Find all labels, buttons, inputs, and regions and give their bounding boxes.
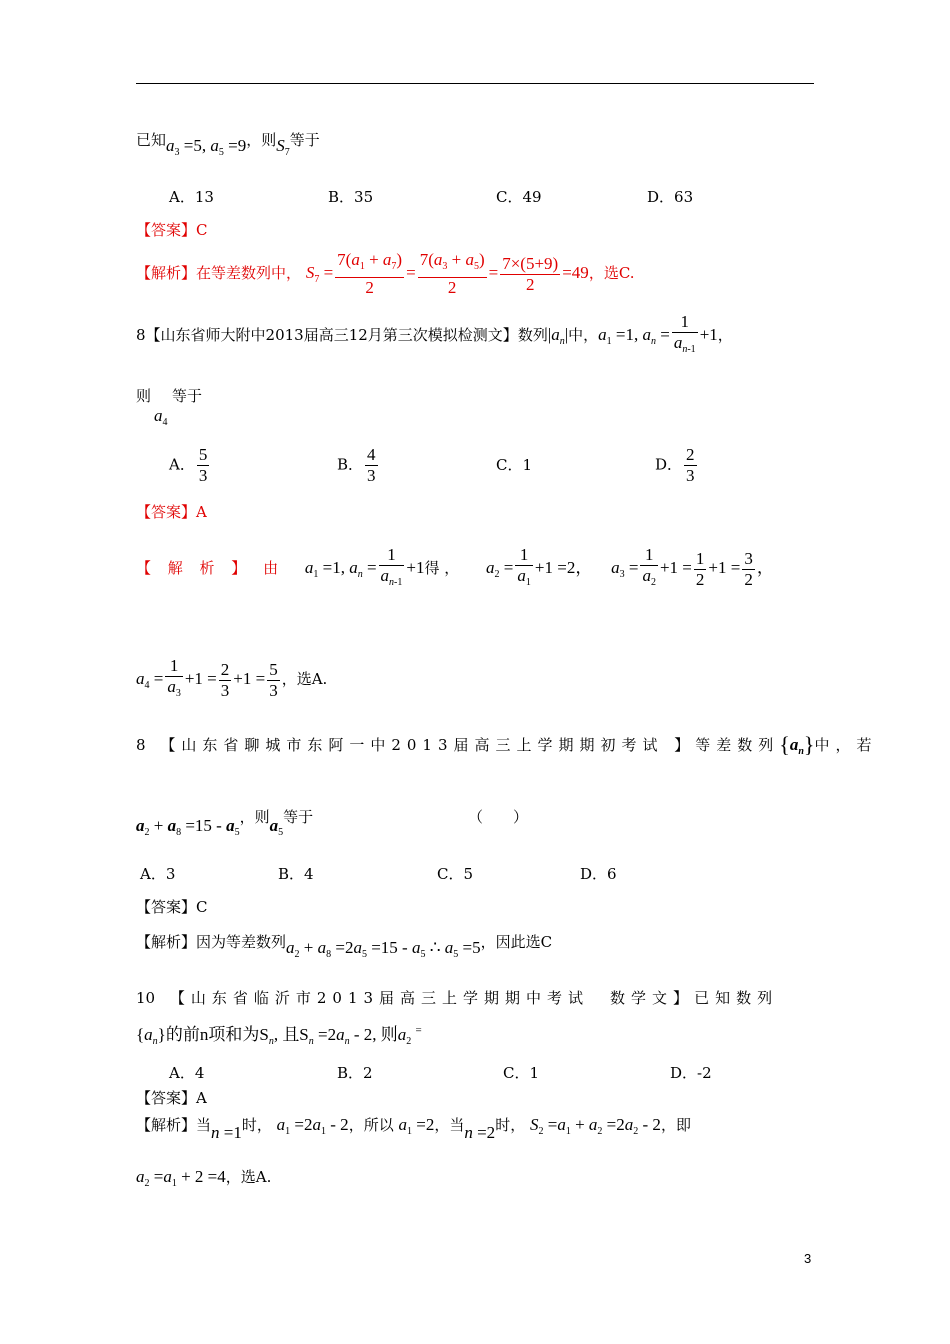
q7-option-a: A．13: [169, 188, 214, 206]
q7-option-c: C．49: [496, 188, 542, 206]
q10-answer: 【答案】A: [136, 1089, 207, 1107]
q8a-option-d: D． $\frac{2}{3}$: [655, 445, 695, 485]
q7-stem: 已知$a_3 =5$, $a_5 =9$，则$S_7$等于: [136, 131, 320, 158]
math: $S_7$ =: [305, 263, 334, 285]
q8a-option-b: B． $\frac{4}{3}$: [337, 445, 376, 485]
math: $a_1 =2a_1 - 2$: [276, 1115, 349, 1137]
q8a-option-c: C．1: [496, 456, 533, 474]
q10-stem-2: $\{a_n\}$的前n项和为$S_n$, 且$S_n =2a_n - 2$, 则$a_2$ =: [136, 1024, 422, 1047]
q10-option-c: C．1: [503, 1064, 540, 1082]
q8b-option-c: C．5: [437, 865, 474, 883]
math: $S_2 =a_1 + a_2 =2a_2 - 2$: [529, 1115, 661, 1137]
q7-option-b: B．35: [328, 188, 374, 206]
q10-stem: 10 【山东省临沂市2013届高三上学期期中考试 数学文】已知数列: [136, 989, 779, 1007]
page-number: 3: [804, 1251, 812, 1266]
q8a-answer: 【答案】A: [136, 503, 207, 521]
q10-analysis: 【解析】当n =1时， $a_1 =2a_1 - 2$，所以 $a_1 =2$，当n =2时， $S_2 =a_1 + a_2 =2a_2 - 2$，即: [136, 1115, 691, 1142]
q7-analysis: 【解析】在等差数列中， $S_7$ = $\frac{7(a_1 + a_7)}{2}$ = $\frac{7(a_3 + a_5)}{2}$ = $\frac{7\times(5+9)}{2}$ =49，选C.: [136, 250, 635, 297]
math: $a_1 =1$, $a_n$ =: [304, 558, 377, 580]
q8a-then: 则 $a_4$: [136, 387, 168, 428]
math: $a_2 + a_8 =15 - a_5$: [136, 816, 240, 838]
q8a-analysis-2: $a_4$ = $\frac{1}{a_3}$ +1 = $\frac{2}{3}$ +1 = $\frac{5}{3}$ ，选A.: [136, 656, 328, 700]
math: $a_2 + a_8 =2a_5 =15 - a_5$ ∴ $a_5 =5$: [286, 938, 481, 960]
math: $a_5$: [269, 816, 284, 838]
q8a-analysis: 【 解 析 】 由 $a_1 =1$, $a_n$ = $\frac{1}{a_{n-1}}$ +1得 ， $a_2$ = $\frac{1}{a_1}$ +1 =2， $a_3$ = $\frac{1}{a_2}$ +1 = $\frac{1}{2}$ +1 = $\frac{3}{2}$ ，: [136, 545, 774, 589]
q10-analysis-2: $a_2 =a_1 + 2 =4$，选A.: [136, 1167, 272, 1189]
math: n =2: [464, 1123, 496, 1142]
q8b-stem-2: $a_2 + a_8 =15 - a_5$，则$a_5$等于: [136, 808, 314, 838]
math: $a_3$ =: [611, 558, 639, 580]
q7-answer: 【答案】C: [136, 221, 208, 239]
math: $_n$, 且$S_n =2a_n - 2$, 则$a_2$ =: [268, 1024, 422, 1047]
math: $a_2 =a_1 + 2 =4$: [136, 1167, 226, 1189]
fraction: $\frac{1}{a_{n-1}}$: [673, 312, 696, 355]
q8b-stem: 8 【山东省聊城市东阿一中2013届高三上学期期初考试 】等差数列$\{a_n\}$中，若: [136, 732, 878, 757]
q8a-option-a: A． $\frac{5}{3}$: [169, 445, 208, 485]
math: $\{a_n\}$: [136, 1025, 166, 1047]
math: $a_3 =5$, $a_5 =9$: [166, 136, 247, 158]
q8a-stem: 8【山东省师大附中2013届高三12月第三次模拟检测文】数列$|a_n|$中，$a_1 =1$, $a_n$ = $\frac{1}{a_{n-1}}$ +1，: [136, 312, 733, 360]
q8b-answer: 【答案】C: [136, 898, 208, 916]
fraction: $\frac{7(a_1 + a_7)}{2}$: [337, 250, 403, 297]
q10-option-b: B．2: [337, 1064, 373, 1082]
math: $S_7$: [276, 136, 290, 158]
q8a-tail: 等于: [172, 387, 203, 405]
math: n =1: [211, 1123, 242, 1142]
header-rule: [136, 83, 814, 84]
math: $a_2$ =: [486, 558, 514, 580]
fraction: $\frac{7\times(5+9)}{2}$: [502, 253, 559, 294]
q7-option-d: D．63: [647, 188, 694, 206]
q10-option-a: A．4: [169, 1064, 205, 1082]
q8b-option-b: B．4: [278, 865, 314, 883]
q10-option-d: D．-2: [670, 1064, 712, 1082]
math: $a_1 =2$: [398, 1115, 435, 1137]
q8b-paren: （ ）: [468, 808, 529, 826]
math: $|a_n|$: [547, 325, 569, 347]
math: $a_4$ =: [136, 669, 164, 691]
fraction: $\frac{7(a_3 + a_5)}{2}$: [419, 250, 485, 297]
q8b-option-a: A．3: [140, 865, 176, 883]
math: $a_4$: [154, 406, 168, 428]
math: $\{a_n\}$: [779, 732, 815, 757]
math: $a_1 =1$, $a_n$ =: [598, 325, 670, 347]
q8b-option-d: D．6: [580, 865, 617, 883]
q8b-analysis: 【解析】因为等差数列$a_2 + a_8 =2a_5 =15 - a_5$ ∴ $a_5 =5$，因此选C: [136, 933, 553, 960]
